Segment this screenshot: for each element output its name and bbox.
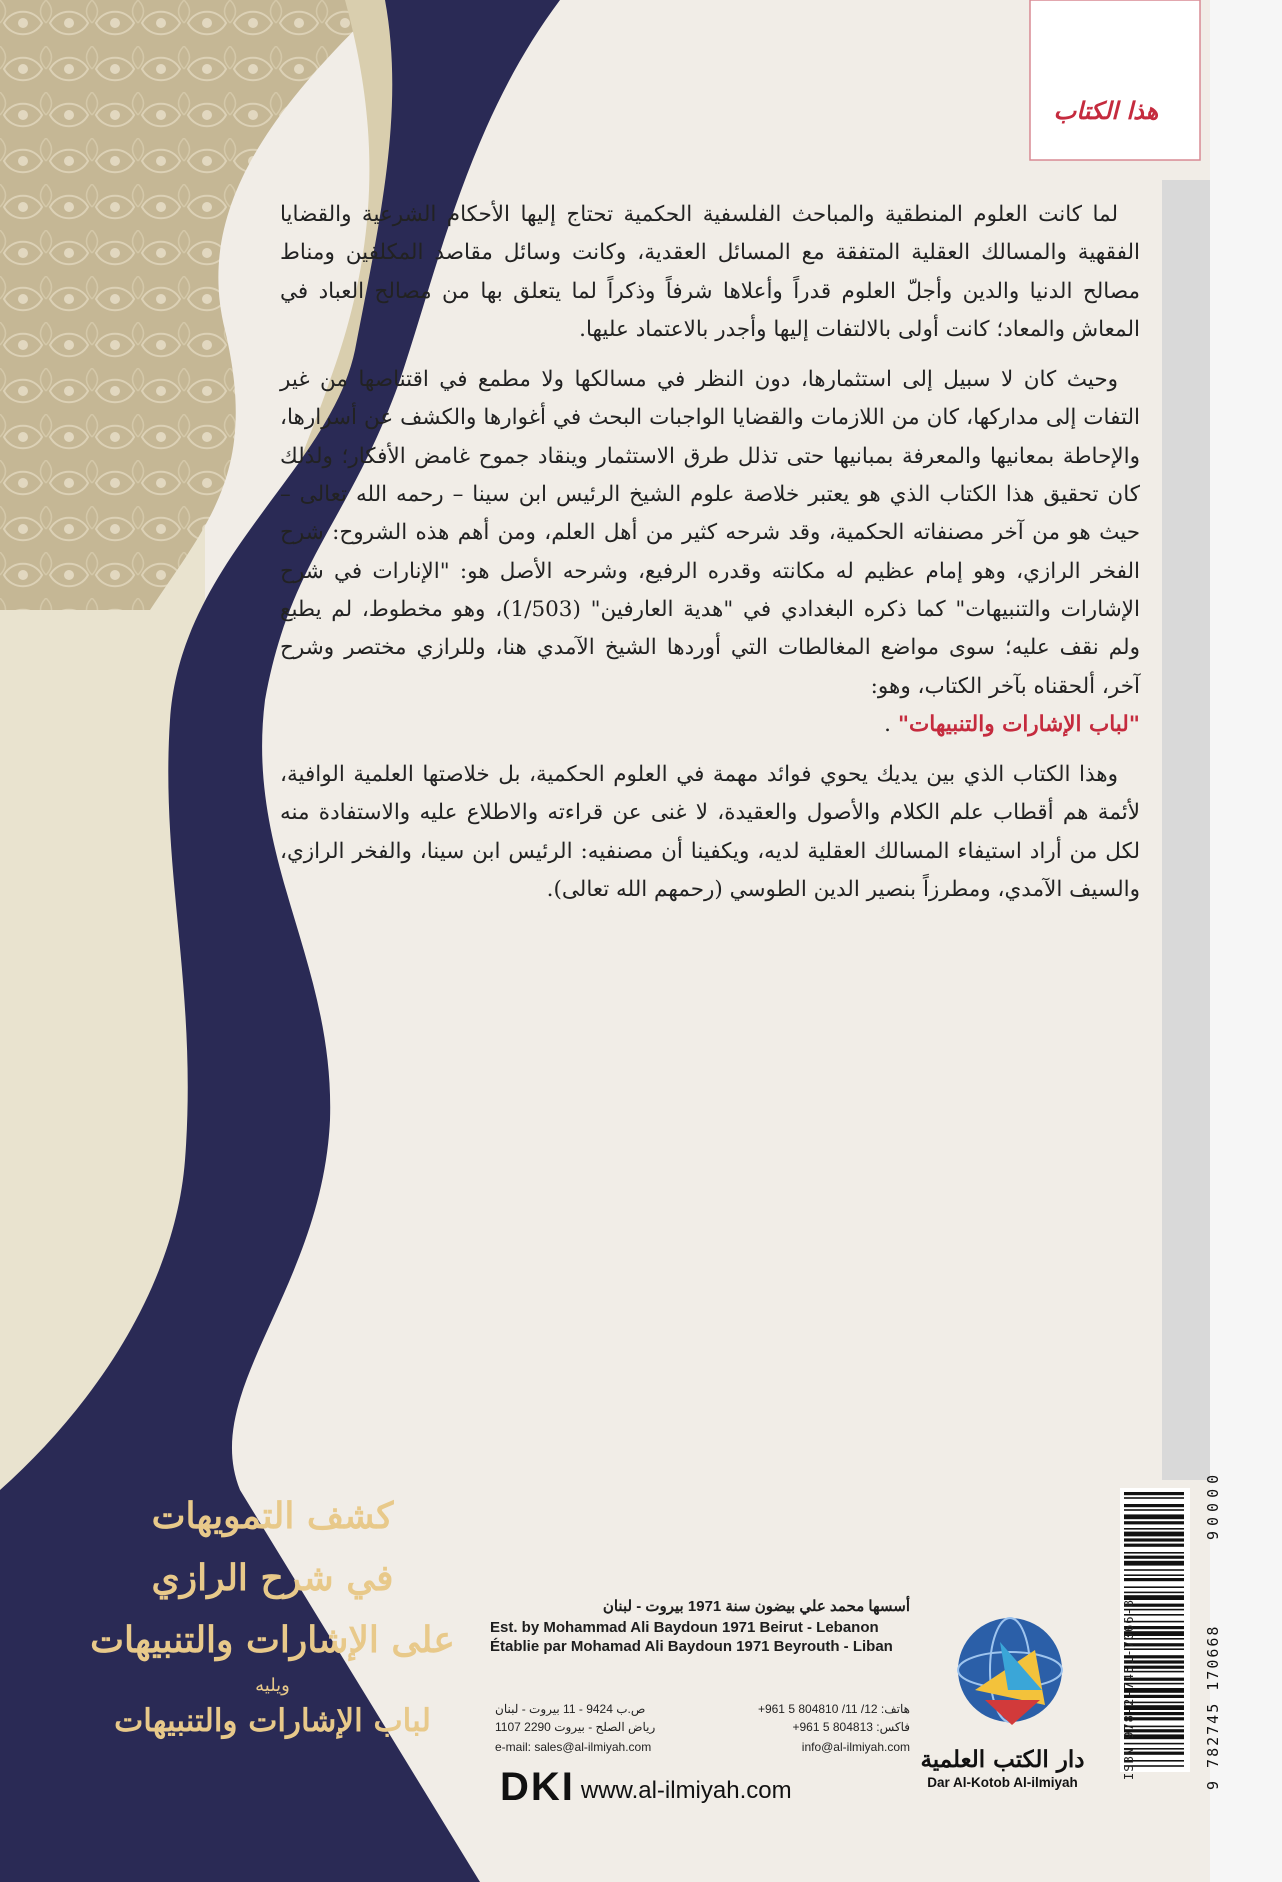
sales-email: e-mail: sales@al-ilmiyah.com xyxy=(495,1740,652,1754)
barcode-bar xyxy=(1124,1514,1184,1519)
barcode-bar xyxy=(1124,1544,1184,1547)
publisher-logo-text xyxy=(920,1746,1085,1792)
title-line-3: على الإشارات والتنبيهات xyxy=(90,1619,455,1661)
book-title xyxy=(60,1485,485,1743)
barcode-bar xyxy=(1124,1532,1184,1537)
founded-english: Est. by Mohammad Ali Baydoun 1971 Beirut - Lebanon xyxy=(490,1619,879,1636)
paragraph-2-text: وحيث كان لا سبيل إلى استثمارها، دون النظر في مسالكها ولا مطمع في اقتناصها من غير التفات إلى مداركها، كان من اللازمات والقضايا الواجبات البحث في أغوارها والكشف عن أسرارها، والإحاطة بمعانيها والمعرفة بمبانيها حتى تذلل طرق الاستثمار وينقاد جموح غامض الأفكار؛ ولذلك كان تحقيق هذا الكتاب الذي هو يعتبر خلاصة علوم الشيخ الرئيس ابن سينا – رحمه الله تعالى – حيث هو من آخر مصنفاته الحكمية، وقد شرحه كثير من أهل العلم، ومن أهم هذه الشروح: شرح الفخر الرازي، وهو إمام عظيم له مكانته وقدره الرفيع، وشرحه الأصل هو: "الإنارات في شرح الإشارات والتنبيهات" كما ذكره البغدادي في "هدية العارفين" (1/503)، وهو مخطوط، لم يطبع ولم نقف عليه؛ سوى مواضع المغالطات التي أوردها الشيخ الآمدي هنا، وللرازي مختصر وشرح آخر، ألحقناه بآخر الكتاب، وهو: xyxy=(280,367,1140,699)
contact-row-2 xyxy=(495,1718,910,1736)
right-edge-band xyxy=(1210,0,1282,1882)
title-line-4: لباب الإشارات والتنبيهات xyxy=(114,1703,431,1739)
phone-text: هاتف: 12/ 11/ 804810 5 961+ xyxy=(757,1702,910,1716)
barcode-bar xyxy=(1124,1504,1184,1507)
founded-arabic: أسسها محمد علي بيضون سنة 1971 بيروت - لبنان xyxy=(602,1598,910,1615)
barcode-bar xyxy=(1124,1586,1184,1588)
paragraph-2-end: . xyxy=(884,711,898,737)
isbn-label: ISBN 978-2-7451-7066-8 xyxy=(1122,1599,1136,1780)
barcode-addon-digits: 90000 xyxy=(1204,1469,1222,1540)
barcode-bar xyxy=(1124,1492,1184,1495)
barcode-bar xyxy=(1124,1521,1184,1524)
label-tab-box xyxy=(1030,0,1200,160)
riad-text: رياض الصلح - بيروت 2290 1107 xyxy=(495,1720,656,1734)
founded-french: Établie par Mohamad Ali Baydoun 1971 Beyrouth - Liban xyxy=(490,1638,893,1655)
barcode-bar xyxy=(1124,1556,1184,1559)
contact-row-1 xyxy=(495,1700,910,1718)
paragraph-1: لما كانت العلوم المنطقية والمباحث الفلسفية الحكمية تحتاج إليها الأحكام الشرعية والقضايا الفقهية والمسالك العقلية المتفقة مع المسائل العقدية، وكانت وسائل مقاصد المكلفين ومناط مصالح الدنيا والدين وأجلّ العلوم قدراً وأعلاها شرفاً وذكراً لما يتعلق بها من مصالح العباد في المعاش والمعاد؛ كانت أولى بالالتفات إليها وأجدر بالاعتماد عليها. xyxy=(280,202,1140,342)
description-text xyxy=(280,196,1140,921)
highlighted-title: "لباب الإشارات والتنبيهات" xyxy=(897,711,1140,737)
barcode-bar xyxy=(1124,1574,1184,1576)
dki-logo-text: DKI xyxy=(500,1765,575,1809)
title-line-1: كشف التمويهات xyxy=(151,1495,394,1537)
barcode-bar xyxy=(1124,1578,1184,1581)
barcode-bar xyxy=(1124,1509,1184,1511)
title-line-2: في شرح الرازي xyxy=(151,1557,394,1599)
barcode-bar xyxy=(1124,1528,1184,1530)
and-follows-label: ويليه xyxy=(255,1675,290,1696)
info-email: info@al-ilmiyah.com xyxy=(801,1740,910,1754)
logo-english: Dar Al-Kotob Al-ilmiyah xyxy=(927,1775,1078,1790)
barcode-bar xyxy=(1124,1592,1184,1594)
email-row xyxy=(495,1740,910,1754)
barcode-bar xyxy=(1124,1497,1184,1499)
pobox-text: ص.ب 9424 - 11 بيروت - لبنان xyxy=(495,1702,646,1716)
barcode-bar xyxy=(1124,1561,1184,1566)
label-tab: هذا الكتاب xyxy=(1053,96,1159,125)
barcode-bar xyxy=(1124,1552,1184,1554)
publisher-contacts xyxy=(495,1700,910,1754)
barcode-bar xyxy=(1124,1538,1184,1541)
fax-text: فاكس: 804813 5 961+ xyxy=(792,1720,910,1734)
publisher-info xyxy=(490,1596,910,1656)
website-line xyxy=(500,1765,792,1809)
barcode-digits: 9 782745 170668 xyxy=(1204,1624,1222,1790)
logo-arabic: دار الكتب العلمية xyxy=(920,1746,1085,1773)
barcode-bar xyxy=(1124,1569,1184,1571)
paragraph-3: وهذا الكتاب الذي بين يديك يحوي فوائد مهمة في العلوم الحكمية، بل خلاصتها العلمية الوافية، لأئمة هم أقطاب علم الكلام والأصول والعقيدة، لا غنى عن قراءته والاطلاع عليه والاستفادة منه لكل من أراد استيفاء المسالك العقلية لديه، ويكفينا أن مصنفيه: الرئيس ابن سينا، والفخر الرازي، والسيف الآمدي، ومطرزاً بنصير الدين الطوسي (رحمهم الله تعالى). xyxy=(280,762,1140,903)
website-url: www.al-ilmiyah.com xyxy=(580,1777,792,1804)
paragraph-2 xyxy=(280,361,1140,744)
